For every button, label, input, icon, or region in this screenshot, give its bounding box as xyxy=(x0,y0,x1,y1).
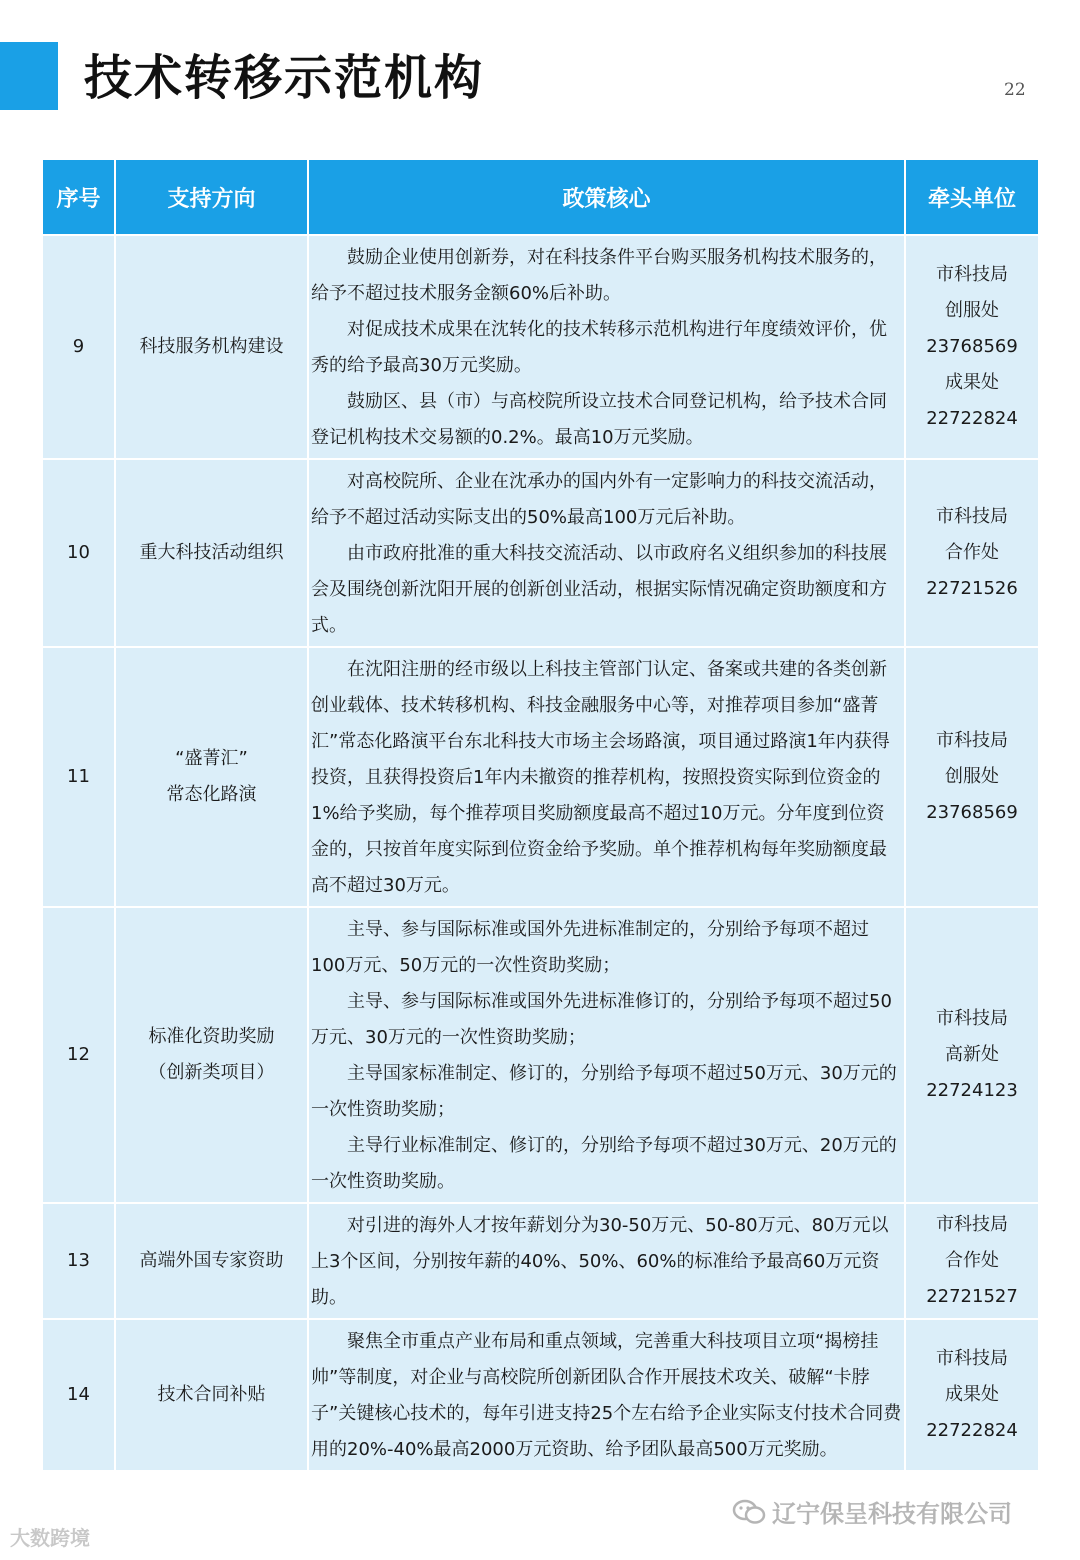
direction-line: “盛菁汇” xyxy=(175,748,248,769)
policy-paragraph: 对促成技术成果在沈转化的技术转移示范机构进行年度绩效评价，优秀的给予最高30万元奖励。 xyxy=(311,319,887,376)
lead-unit-line: 市科技局 xyxy=(936,1214,1008,1235)
table-body xyxy=(42,235,1039,1471)
policy-paragraph: 主导行业标准制定、修订的，分别给予每项不超过30万元、20万元的一次性资助奖励。 xyxy=(311,1135,897,1192)
header-direction: 支持方向 xyxy=(115,159,308,235)
lead-unit-line: 创服处 xyxy=(945,766,999,787)
support-direction xyxy=(115,907,308,1203)
lead-unit xyxy=(905,235,1039,459)
policy-core xyxy=(308,1319,905,1471)
lead-unit xyxy=(905,647,1039,907)
policy-core xyxy=(308,459,905,647)
lead-unit-line: 22721527 xyxy=(926,1286,1018,1307)
direction-line: 高端外国专家资助 xyxy=(139,1250,284,1271)
support-direction xyxy=(115,647,308,907)
row-number: 10 xyxy=(42,459,115,647)
policy-table xyxy=(41,158,1040,1472)
footer-left-watermark xyxy=(10,1522,90,1551)
direction-line: 科技服务机构建设 xyxy=(139,336,284,357)
table-row xyxy=(42,647,1039,907)
lead-unit-line: 市科技局 xyxy=(936,730,1008,751)
lead-unit-line: 高新处 xyxy=(945,1044,999,1065)
policy-paragraph: 主导国家标准制定、修订的，分别给予每项不超过50万元、30万元的一次性资助奖励； xyxy=(311,1063,897,1120)
lead-unit-line: 市科技局 xyxy=(936,1348,1008,1369)
footer-right-watermark xyxy=(732,1494,1012,1529)
row-number: 12 xyxy=(42,907,115,1203)
policy-paragraph: 对引进的海外人才按年薪划分为30-50万元、50-80万元、80万元以上3个区间，分别按年薪的40%、50%、60%的标准给予最高60万元资助。 xyxy=(311,1215,889,1308)
lead-unit-line: 23768569 xyxy=(926,802,1018,823)
policy-paragraph: 鼓励区、县（市）与高校院所设立技术合同登记机构，给予技术合同登记机构技术交易额的0.2%。最高10万元奖励。 xyxy=(311,391,887,448)
lead-unit-line: 22721526 xyxy=(926,578,1018,599)
lead-unit xyxy=(905,1203,1039,1319)
page-title: 技术转移示范机构 xyxy=(84,50,485,106)
policy-paragraph: 由市政府批准的重大科技交流活动、以市政府名义组织参加的科技展会及围绕创新沈阳开展的创新创业活动，根据实际情况确定资助额度和方式。 xyxy=(311,543,887,636)
table-row xyxy=(42,1319,1039,1471)
policy-core xyxy=(308,647,905,907)
row-number: 9 xyxy=(42,235,115,459)
lead-unit-line: 成果处 xyxy=(945,1384,999,1405)
lead-unit xyxy=(905,1319,1039,1471)
lead-unit-line: 成果处 xyxy=(945,372,999,393)
header-no: 序号 xyxy=(42,159,115,235)
policy-core xyxy=(308,235,905,459)
table-row xyxy=(42,907,1039,1203)
policy-core xyxy=(308,1203,905,1319)
support-direction xyxy=(115,1319,308,1471)
direction-line: 标准化资助奖励 xyxy=(148,1026,275,1047)
footer-right-text: 辽宁保呈科技有限公司 xyxy=(772,1500,1012,1528)
support-direction xyxy=(115,459,308,647)
support-direction xyxy=(115,235,308,459)
header-unit: 牵头单位 xyxy=(905,159,1039,235)
direction-line: 常态化路演 xyxy=(166,784,257,805)
policy-paragraph: 主导、参与国际标准或国外先进标准修订的，分别给予每项不超过50万元、30万元的一次性资助奖励； xyxy=(311,991,892,1048)
page-number: 22 xyxy=(1004,80,1026,100)
policy-paragraph: 聚焦全市重点产业布局和重点领域，完善重大科技项目立项“揭榜挂帅”等制度，对企业与高校院所创新团队合作开展技术攻关、破解“卡脖子”关键核心技术的，每年引进支持25个左右给予企业实际支付技术合同费用的20%-40%最高2000万元资助、给予团队最高500万元奖励。 xyxy=(311,1331,902,1460)
row-number: 13 xyxy=(42,1203,115,1319)
row-number: 11 xyxy=(42,647,115,907)
direction-line: （创新类项目） xyxy=(148,1062,275,1083)
lead-unit-line: 22724123 xyxy=(926,1080,1018,1101)
title-accent-bar xyxy=(0,42,58,110)
policy-core xyxy=(308,907,905,1203)
lead-unit-line: 市科技局 xyxy=(936,1008,1008,1029)
lead-unit-line: 22722824 xyxy=(926,408,1018,429)
support-direction xyxy=(115,1203,308,1319)
table-row xyxy=(42,459,1039,647)
policy-paragraph: 对高校院所、企业在沈承办的国内外有一定影响力的科技交流活动，给予不超过活动实际支出的50%最高100万元后补助。 xyxy=(311,471,887,528)
policy-paragraph: 主导、参与国际标准或国外先进标准制定的，分别给予每项不超过100万元、50万元的一次性资助奖励； xyxy=(311,919,869,976)
lead-unit xyxy=(905,459,1039,647)
lead-unit-line: 23768569 xyxy=(926,336,1018,357)
lead-unit xyxy=(905,907,1039,1203)
wechat-icon xyxy=(732,1499,766,1525)
policy-paragraph: 在沈阳注册的经市级以上科技主管部门认定、备案或共建的各类创新创业载体、技术转移机构、科技金融服务中心等，对推荐项目参加“盛菁汇”常态化路演平台东北科技大市场主会场路演，项目通过路演1年内获得投资，且获得投资后1年内未撤资的推荐机构，按照投资实际到位资金的1%给予奖励，每个推荐项目奖励额度最高不超过10万元。分年度到位资金的，只按首年度实际到位资金给予奖励。单个推荐机构每年奖励额度最高不超过30万元。 xyxy=(311,659,890,896)
footer-left-text: 大数跨境 xyxy=(10,1526,90,1550)
header-policy: 政策核心 xyxy=(308,159,905,235)
table-row xyxy=(42,235,1039,459)
lead-unit-line: 市科技局 xyxy=(936,506,1008,527)
lead-unit-line: 合作处 xyxy=(945,542,999,563)
policy-paragraph: 鼓励企业使用创新券，对在科技条件平台购买服务机构技术服务的，给予不超过技术服务金额60%后补助。 xyxy=(311,247,887,304)
lead-unit-line: 市科技局 xyxy=(936,264,1008,285)
table-header-row xyxy=(42,159,1039,235)
lead-unit-line: 创服处 xyxy=(945,300,999,321)
lead-unit-line: 22722824 xyxy=(926,1420,1018,1441)
row-number: 14 xyxy=(42,1319,115,1471)
direction-line: 技术合同补贴 xyxy=(157,1384,266,1405)
direction-line: 重大科技活动组织 xyxy=(139,542,284,563)
lead-unit-line: 合作处 xyxy=(945,1250,999,1271)
table-row xyxy=(42,1203,1039,1319)
